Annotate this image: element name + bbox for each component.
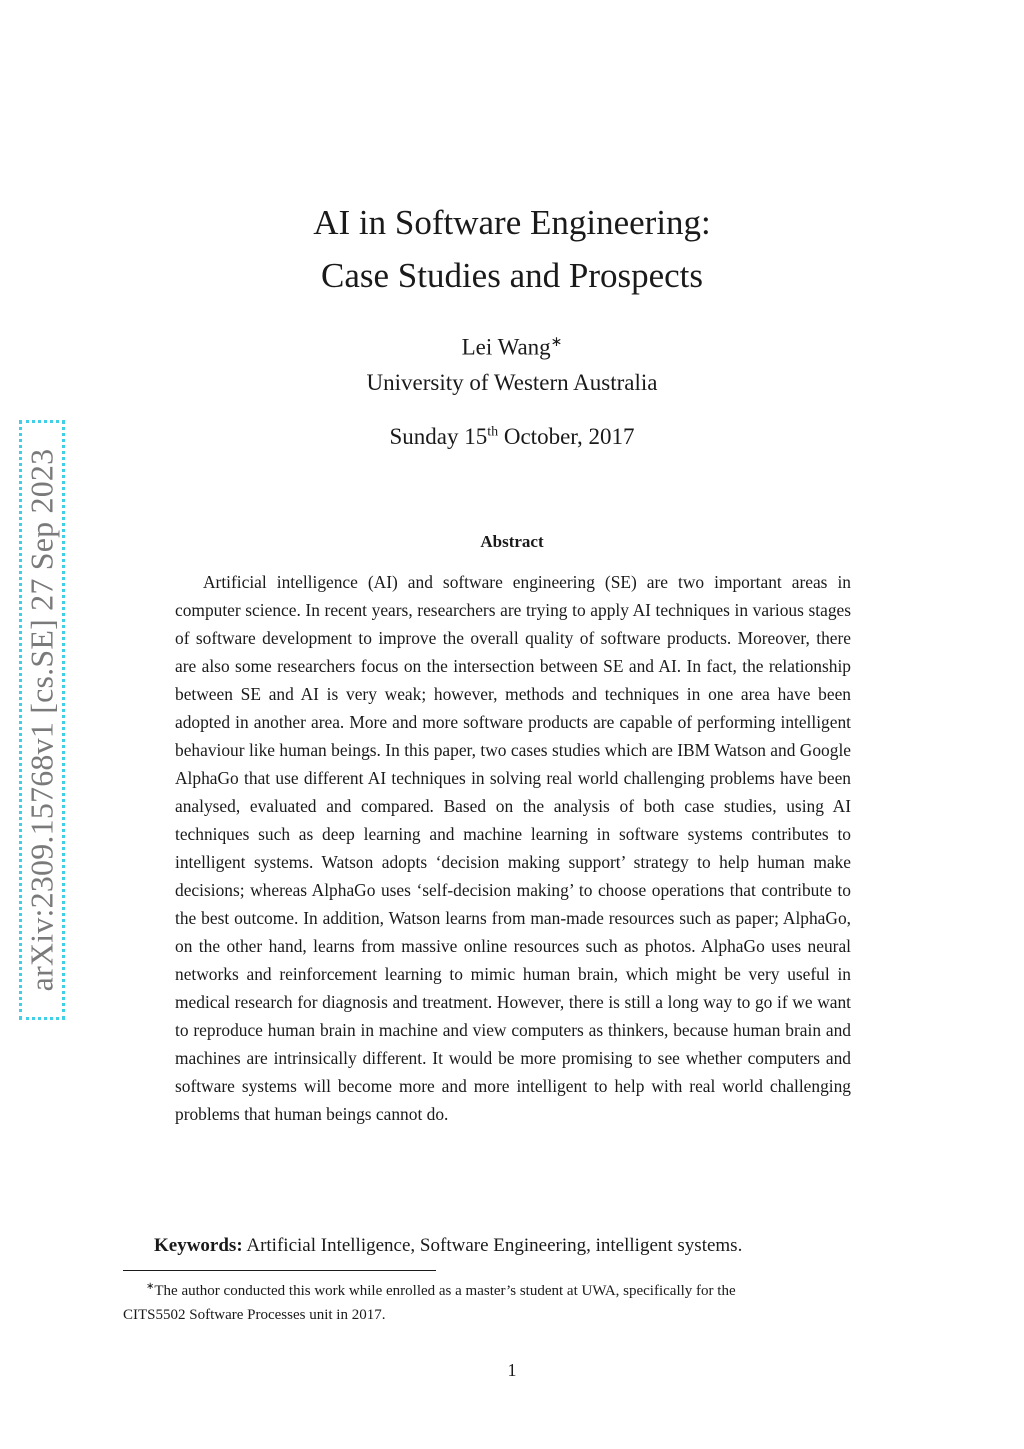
keywords-label: Keywords: bbox=[154, 1235, 243, 1256]
date bbox=[0, 424, 1024, 450]
arxiv-stamp bbox=[19, 420, 65, 1020]
abstract-heading: Abstract bbox=[480, 532, 544, 551]
footnote-rule bbox=[123, 1270, 436, 1271]
keywords-text: Artificial Intelligence, Software Engineering, intelligent systems. bbox=[242, 1235, 743, 1256]
footnote bbox=[123, 1275, 903, 1327]
date-ordinal: th bbox=[487, 424, 499, 440]
title-line-2: Case Studies and Prospects bbox=[320, 256, 704, 295]
footnote-line-1-text: The author conducted this work while enrolled as a master’s student at UWA, specifically for the bbox=[154, 1283, 736, 1299]
author-footnote-mark: ∗ bbox=[550, 335, 563, 350]
title-line-1: AI in Software Engineering: bbox=[313, 203, 711, 242]
affiliation: University of Western Australia bbox=[366, 370, 658, 395]
page-number: 1 bbox=[507, 1360, 517, 1380]
footnote-line-1 bbox=[123, 1275, 903, 1303]
author bbox=[0, 334, 1024, 361]
abstract-body: Artificial intelligence (AI) and software engineering (SE) are two important areas in computer science. In recent years, researchers are trying to apply AI techniques in various stages of software development to improve the overall quality of software products. Moreover, there are also some researchers focus on the intersection between SE and AI. In fact, the relationship between SE and AI is very weak; however, methods and techniques in one area have been adopted in another area. More and more software products are capable of performing intelligent behaviour like human beings. In this paper, two cases studies which are IBM Watson and Google AlphaGo that use different AI techniques in solving real world challenging problems have been analysed, evaluated and compared. Based on the analysis of both case studies, using AI techniques such as deep learning and machine learning in software systems contributes to intelligent systems. Watson adopts ‘decision making support’ strategy to help human make decisions; whereas AlphaGo uses ‘self-decision making’ to choose operations that contribute to the best outcome. In addition, Watson learns from man-made resources such as paper; AlphaGo, on the other hand, learns from massive online resources such as photos. AlphaGo uses neural networks and reinforcement learning to mimic human brain, which might be very useful in medical research for diagnosis and treatment. However, there is still a long way to go if we want to reproduce human brain in machine and view computers as thinkers, because human brain and machines are intrinsically different. It would be more promising to see whether computers and software systems will become more and more intelligent to help with real world challenging problems that human beings cannot do. bbox=[175, 572, 851, 1124]
date-suffix: October, 2017 bbox=[498, 424, 635, 449]
arxiv-identifier: arXiv:2309.15768v1 [cs.SE] 27 Sep 2023 bbox=[23, 448, 60, 992]
date-prefix: Sunday 15 bbox=[389, 424, 488, 449]
keywords bbox=[154, 1235, 914, 1257]
author-name: Lei Wang bbox=[461, 334, 551, 360]
footnote-line-2: CITS5502 Software Processes unit in 2017. bbox=[123, 1307, 386, 1323]
footnote-mark: ∗ bbox=[146, 1281, 155, 1292]
